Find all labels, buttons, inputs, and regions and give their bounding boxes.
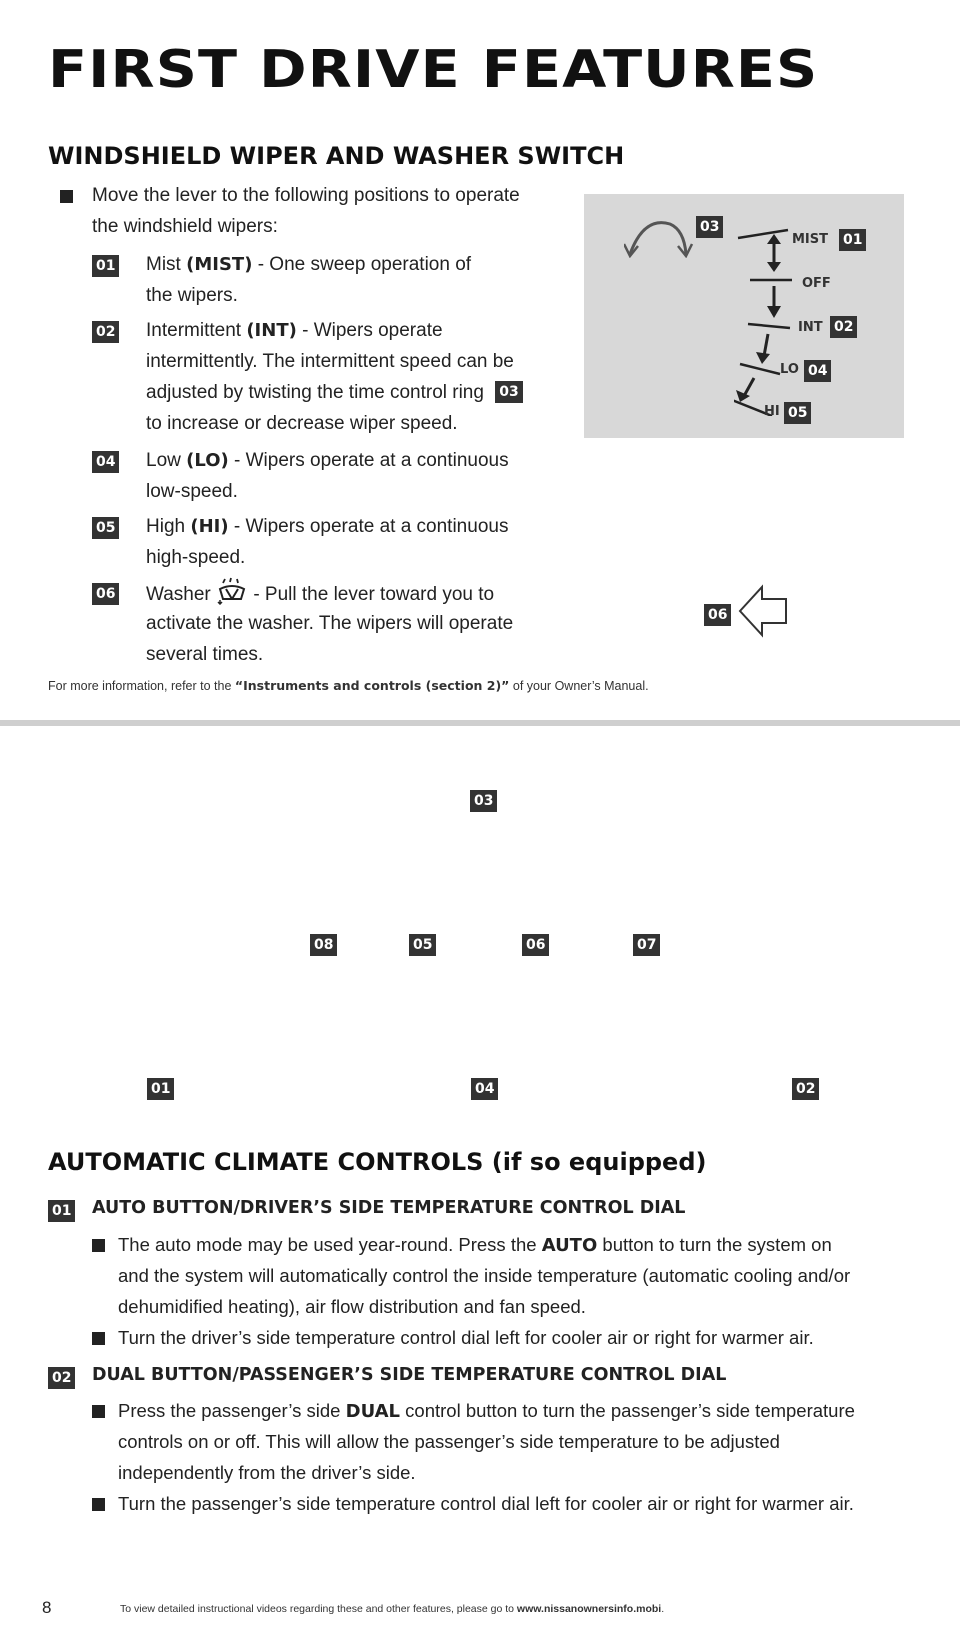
lever-label-mist: MIST [792, 232, 829, 247]
wiper-item-text: intermittently. The intermittent speed can be [146, 351, 514, 372]
climate-text: and the system will automatically control the inside temperature (automatic cooling and/or [118, 1265, 851, 1286]
washer-icon [217, 577, 247, 605]
wiper-section-title: WINDSHIELD WIPER AND WASHER SWITCH [48, 142, 625, 170]
step-badge: 03 [495, 381, 522, 403]
footer-link[interactable]: www.nissanownersinfo.mobi [516, 1603, 662, 1615]
more-info-note: For more information, refer to the “Instruments and controls (section 2)” of your Owner’s Manual. [48, 678, 649, 693]
diagram-badge: 02 [830, 316, 857, 338]
callout-badge: 01 [147, 1078, 174, 1100]
climate-text: The auto mode may be used year-round. Press the AUTO button to turn the system on [118, 1234, 832, 1256]
diagram-badge: 06 [704, 604, 731, 626]
step-badge: 02 [48, 1367, 75, 1389]
lever-label-lo: LO [780, 362, 799, 377]
climate-panel-image [0, 726, 960, 1116]
callout-badge: 06 [522, 934, 549, 956]
wiper-item-text: several times. [146, 644, 264, 665]
climate-text: Press the passenger’s side DUAL control button to turn the passenger’s side temperature [118, 1400, 855, 1422]
callout-badge: 08 [310, 934, 337, 956]
climate-text: Turn the driver’s side temperature control dial left for cooler air or right for warmer air. [118, 1327, 814, 1348]
callout-badge: 03 [470, 790, 497, 812]
climate-text: dehumidified heating), air flow distribution and fan speed. [118, 1296, 586, 1317]
lever-positions-icon [734, 226, 844, 416]
diagram-badge: 03 [696, 216, 723, 238]
wiper-intro-line1: Move the lever to the following positions to operate [92, 185, 520, 206]
wiper-item-text: high-speed. [146, 547, 246, 568]
wiper-item-text: low-speed. [146, 481, 238, 502]
step-badge: 01 [48, 1200, 75, 1222]
step-badge: 02 [92, 321, 119, 343]
lever-label-hi: HI [764, 404, 780, 419]
page-number: 8 [42, 1598, 52, 1617]
bullet-icon [92, 1498, 105, 1511]
wiper-item-washer: Washer - Pull the lever toward you to [146, 577, 494, 610]
climate-text: controls on or off. This will allow the passenger’s side temperature to be adjusted [118, 1431, 780, 1452]
callout-badge: 04 [471, 1078, 498, 1100]
wiper-item-text: to increase or decrease wiper speed. [146, 413, 458, 434]
wiper-lever-diagram [584, 194, 904, 438]
climate-item-heading: DUAL BUTTON/PASSENGER’S SIDE TEMPERATURE CONTROL DIAL [92, 1365, 727, 1385]
wiper-item-int: Intermittent (INT) - Wipers operate [146, 320, 443, 341]
page-title: FIRST DRIVE FEATURES [48, 40, 819, 100]
twist-arrows-icon [624, 214, 694, 258]
bullet-icon [60, 190, 73, 203]
diagram-badge: 01 [839, 229, 866, 251]
climate-text: Turn the passenger’s side temperature control dial left for cooler air or right for warmer air. [118, 1493, 854, 1514]
climate-text: independently from the driver’s side. [118, 1462, 416, 1483]
bullet-icon [92, 1332, 105, 1345]
pull-toward-arrow-icon [738, 584, 790, 638]
callout-badge: 05 [409, 934, 436, 956]
wiper-item-hi: High (HI) - Wipers operate at a continuous [146, 516, 509, 537]
climate-section-title: AUTOMATIC CLIMATE CONTROLS (if so equipped) [48, 1148, 707, 1176]
bullet-icon [92, 1239, 105, 1252]
wiper-item-lo: Low (LO) - Wipers operate at a continuous [146, 450, 509, 471]
bullet-icon [92, 1405, 105, 1418]
footer-text: To view detailed instructional videos regarding these and other features, please go to www.nissanownersinfo.mobi. [120, 1603, 665, 1615]
wiper-intro-line2: the windshield wipers: [92, 216, 278, 237]
diagram-badge: 04 [804, 360, 831, 382]
diagram-badge: 05 [784, 402, 811, 424]
wiper-item-text: the wipers. [146, 285, 238, 306]
step-badge: 05 [92, 517, 119, 539]
climate-item-heading: AUTO BUTTON/DRIVER’S SIDE TEMPERATURE CONTROL DIAL [92, 1198, 686, 1218]
wiper-item-mist: Mist (MIST) - One sweep operation of [146, 254, 472, 275]
step-badge: 06 [92, 583, 119, 605]
step-badge: 04 [92, 451, 119, 473]
wiper-item-text: activate the washer. The wipers will operate [146, 613, 514, 634]
callout-badge: 02 [792, 1078, 819, 1100]
lever-label-off: OFF [802, 276, 831, 291]
lever-label-int: INT [798, 320, 823, 335]
callout-badge: 07 [633, 934, 660, 956]
step-badge: 01 [92, 255, 119, 277]
wiper-item-text: adjusted by twisting the time control ring 03 [146, 377, 523, 408]
